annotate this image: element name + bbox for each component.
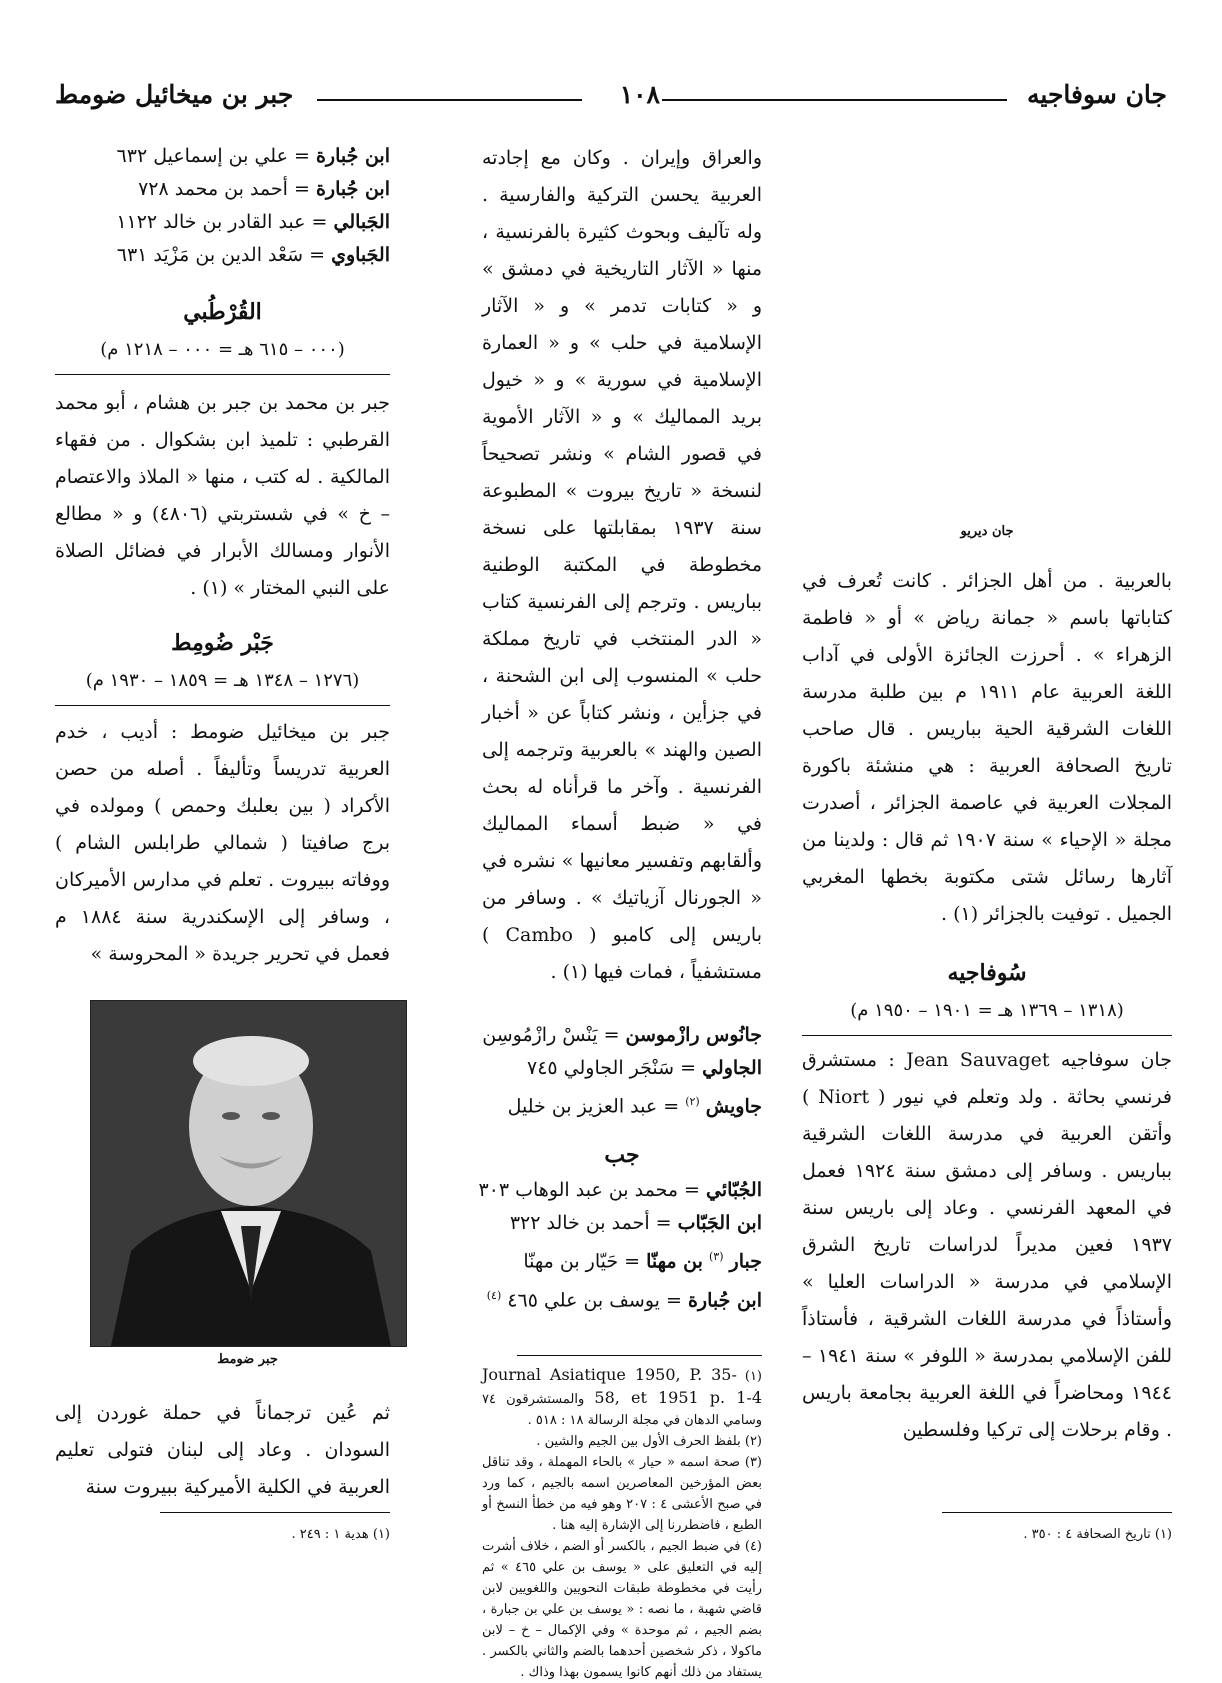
xref-row: ابن جُبارة = يوسف بن علي ٤٦٥ $^{(٤)}$ xyxy=(486,1288,762,1311)
intro-paragraph: بالعربية . من أهل الجزائر . كانت تُعرف في كتاباتها باسم « جمانة رياض » أو « فاطمة الزهراء » . أحرزت الجائزة الأولى في آداب اللغة العربية عام ١٩١١ م بين طلبة مدرسة اللغات الشرقية الحية بباريس . قال صاحب تاريخ الصحافة العربية : هي منشئة باكورة المجلات العربية في عاصمة الجزائر ، أصدرت مجلة « الإحياء » سنة ١٩٠٧ ثم قال : ولدينا من آثارها رسائل شتى مكتوبة بخطها المغربي الجميل . توفيت بالجزائر (١) . xyxy=(802,570,1172,925)
body-latin-name: Jean Sauvaget xyxy=(906,1049,1050,1071)
portrait-caption: جبر ضومط xyxy=(217,1352,278,1367)
right-column-text xyxy=(802,563,1172,1449)
entry-body-qurtubi: جبر بن محمد بن جبر بن هشام ، أبو محمد القرطبي : تلميذ ابن بشكوال . من فقهاء المالكية . له كتب ، منها « الملاذ والاعتصام – خ » في شستربتي (٤٨٠٦) و « مطالع الأنوار ومسالك الأبرار في فضائل الصلاة على النبي المختار » (١) . xyxy=(55,392,390,599)
xref-row: الجَباوي = سَعْد الدين بن مَزْيَد ٦٣١ xyxy=(116,244,390,266)
xref-row: الجَبالي = عبد القادر بن خالد ١١٢٢ xyxy=(116,211,390,233)
middle-text-end: ) مستشفياً ، فمات فيها (١) . xyxy=(482,924,762,983)
xref-row: جبار $^{(٣)}$ بن مهنّا = حَيّار بن مهنّا xyxy=(523,1250,762,1273)
footnote-right: (١) تاريخ الصحافة ٤ : ٣٥٠ . xyxy=(1023,1527,1172,1542)
left-column xyxy=(55,140,390,973)
entry-title-qurtubi: القُرْطُبي xyxy=(183,299,262,325)
body-name: جان سوفاجيه xyxy=(1060,1049,1172,1071)
body-text-1: مستشرق فرنسي بحاثة . ولد وتعلم في نيور ( xyxy=(802,1049,1173,1108)
middle-paragraph xyxy=(482,140,762,991)
footnote-middle-1: (١) Journal Asiatique 1950, P. 35-58, et 1951 p. 1-4 والمستشرقون ٧٤ وسامي الدهان في مجلة الرسالة ١٨ : ٥١٨ . xyxy=(482,1364,763,1428)
after-photo-text: ثم عُين ترجماناً في حملة غوردن إلى السودان . وعاد إلى لبنان فتولى تعليم العربية في الكلية الأميركية ببيروت سنة xyxy=(55,1402,390,1498)
running-head-right: جان سوفاجيه xyxy=(1027,80,1167,109)
photo-caption-right: جان ديريو xyxy=(960,524,1014,539)
xref-row: الجاولي = سَنْجَر الجاولي ٧٤٥ xyxy=(527,1057,762,1079)
entry-dates-qurtubi: (٠٠٠ – ٦١٥ هـ = ٠٠٠ – ١٢١٨ م) xyxy=(100,339,345,360)
body-text-2: ) وأتقن العربية في مدرسة اللغات الشرقية بباريس . وسافر إلى دمشق سنة ١٩٢٤ فعمل في المعهد الفرنسي . وعاد إلى باريس سنة ١٩٣٧ فعين مديراً لدراسات تاريخ الشرق الإسلامي في مدرسة « الدراسات العليا » وأستاذاً في مدرسة اللغات الشرقية ، فأستاذاً للفن الإسلامي بمدرسة « اللوفر » سنة ١٩٤١ – ١٩٤٤ ومحاضراً في اللغة العربية بجامعة باريس . وقام برحلات إلى تركيا وفلسطين xyxy=(802,1086,1173,1441)
middle-text: والعراق وإيران . وكان مع إجادته العربية يحسن التركية والفارسية . وله تآليف وبحوث كثيرة بالفرنسية ، منها « الآثار التاريخية في دمشق » و « كتابات تدمر » و « الآثار الإسلامية في حلب » و « العمارة الإسلامية في سورية » و « خيول بريد المماليك » و « الآثار الأموية في قصور الشام » ونشر تصحيحاً لنسخة « تاريخ بيروت » المطبوعة سنة ١٩٣٧ بمقابلتها على نسخة مخطوطة في المكتبة الوطنية بباريس . وترجم إلى الفرنسية كتاب « الدر المنتخب في تاريخ مملكة حلب » المنسوب إلى ابن الشحنة ، في جزأين ، ونشر كتاباً عن « أخبار الصين والهند » بالعربية وترجمه إلى الفرنسية . وآخر ما قرأناه له بحث في « ضبط أسماء المماليك وألقابهم وتفسير معانيها » نشره في « الجورنال آزياتيك » . وسافر من باريس إلى كامبو ( xyxy=(482,147,762,946)
left-column-after-photo xyxy=(55,1395,390,1506)
entry-title-sauvaget: سُوفاجيه xyxy=(947,960,1027,986)
footnote-rule-left xyxy=(160,1512,390,1513)
section-heading-jb: جب xyxy=(604,1142,640,1169)
photo-placeholder-right xyxy=(802,160,1172,490)
entry-dates-sauvaget: (١٣١٨ – ١٣٦٩ هـ = ١٩٠١ – ١٩٥٠ م) xyxy=(850,1000,1124,1021)
footnote-rule-middle xyxy=(517,1355,762,1356)
middle-column xyxy=(478,140,763,1683)
entry-dates-dumit: (١٢٧٦ – ١٣٤٨ هـ = ١٨٥٩ – ١٩٣٠ م) xyxy=(85,670,360,691)
header-rule-right xyxy=(662,99,1007,101)
entry-title-dumit: جَبْر ضُومِط xyxy=(171,630,274,656)
xref-row: جانُوس رازْموسن = يَنْسْ رازْمُوسِن xyxy=(482,1024,762,1046)
xref-row: جاويش $^{(٢)}$ = عبد العزيز بن خليل xyxy=(507,1095,762,1118)
body-latin-niort: Niort xyxy=(818,1086,870,1108)
body-colon: : xyxy=(888,1049,895,1071)
portrait-photo xyxy=(90,1000,407,1347)
footnote-middle-2: (٢) بلفظ الحرف الأول بين الجيم والشين . xyxy=(536,1433,762,1449)
entry-body-dumit: جبر بن ميخائيل ضومط : أديب ، خدم العربية تدريساً وتأليفاً . أصله من حصن الأكراد ( بين بعلبك وحمص ) ومولده في برج صافيتا ( شمالي طرابلس الشام ) ووفاته ببيروت . تعلم في مدارس الأميركان ، وسافر إلى الإسكندرية سنة ١٨٨٤ م فعمل في تحرير جريدة « المحروسة » xyxy=(55,721,390,965)
footnote-middle-4: (٤) في ضبط الجيم ، بالكسر أو الضم ، خلاف أشرت إليه في التعليق على « يوسف بن علي ٤٦٥ » ثم رأيت في مخطوطة طبقات النحويين واللغويين لابن قاضي شهبة ، ما نصه : « يوسف بن علي بن جبارة ، بضم الجيم ، ثم موحدة » وفي الإكمال – خ – لابن ماكولا ، ذكر شخصين أحدهما بالضم والثاني بالكسر . يستفاد من ذلك أنهم كانوا يسمون بهذا وذاك . xyxy=(482,1538,762,1680)
entry-body-sauvaget xyxy=(802,1042,1172,1449)
header-rule-left xyxy=(317,99,582,101)
running-head-left: جبر بن ميخائيل ضومط xyxy=(55,80,294,109)
page-number: ١٠٨ xyxy=(619,80,660,109)
xref-row: ابن جُبارة = علي بن إسماعيل ٦٣٢ xyxy=(116,145,390,167)
footnote-rule-right xyxy=(942,1512,1172,1513)
middle-latin-cambo: Cambo xyxy=(505,924,573,946)
xref-row: ابن الجَبّاب = أحمد بن خالد ٣٢٢ xyxy=(509,1212,762,1235)
footnote-middle-3: (٣) صحة اسمه « حيار » بالحاء المهملة ، وقد تناقل بعض المؤرخين المعاصرين اسمه بالجيم ، كما ورد في صبح الأعشى ٤ : ٢٠٧ وهو فيه من خطأ النسخ أو الطبع ، فاضطررنا إلى الإشارة إليه هنا . xyxy=(482,1454,762,1533)
footnote-left: (١) هدية ١ : ٢٤٩ . xyxy=(291,1527,390,1542)
xref-row: الجُبّائي = محمد بن عبد الوهاب ٣٠٣ xyxy=(478,1179,762,1202)
xref-row: ابن جُبارة = أحمد بن محمد ٧٢٨ xyxy=(138,178,390,200)
portrait-illustration xyxy=(91,1001,406,1346)
